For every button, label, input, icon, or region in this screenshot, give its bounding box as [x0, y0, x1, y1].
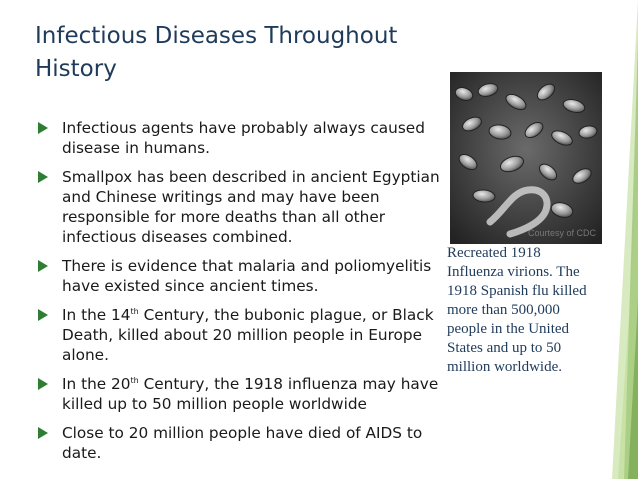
arrow-bullet-icon	[38, 260, 48, 272]
arrow-bullet-icon	[38, 427, 48, 439]
arrow-bullet-icon	[38, 171, 48, 183]
bullet-item	[38, 374, 443, 414]
arrow-bullet-icon	[38, 122, 48, 134]
bullet-item	[38, 167, 443, 247]
bullet-text: Smallpox has been described in ancient Egyptian and Chinese writings and may have been responsible for more deaths than all other infectious diseases combined.	[62, 168, 440, 246]
slide-title: Infectious Diseases Throughout History	[35, 23, 398, 82]
bullet-item	[38, 256, 443, 296]
bullet-text-part: Century, the 1918 influenza may have killed up to 50 million people worldwide	[62, 375, 439, 413]
bullet-item	[38, 118, 443, 158]
ordinal-suffix: th	[130, 375, 139, 385]
bullet-text-part: Century, the bubonic plague, or Black Death, killed about 20 million people in Europe alone.	[62, 306, 434, 364]
ordinal-suffix: th	[130, 306, 139, 316]
bullet-item	[38, 423, 443, 463]
bullet-text: Infectious agents have probably always caused disease in humans.	[62, 119, 425, 157]
bullet-text-part: In the 20	[62, 375, 131, 393]
bullet-item	[38, 305, 443, 365]
photo-caption: Recreated 1918 Influenza virions. The 1918 Spanish flu killed more than 500,000 people in the United States and up to 50 million worldwide.	[447, 245, 587, 375]
virion-photo	[450, 72, 602, 244]
arrow-bullet-icon	[38, 309, 48, 321]
arrow-bullet-icon	[38, 378, 48, 390]
bullet-text	[62, 375, 438, 413]
bullet-text: Close to 20 million people have died of AIDS to date.	[62, 424, 423, 462]
bullet-list	[38, 118, 443, 472]
bullet-text: There is evidence that malaria and poliomyelitis have existed since ancient times.	[62, 257, 432, 295]
bullet-text	[62, 306, 434, 364]
bullet-text-part: In the 14	[62, 306, 131, 324]
influenza-virion-micrograph-icon	[450, 72, 602, 244]
decorative-green-triangles	[598, 0, 638, 479]
photo-credit: Courtesy of CDC	[527, 228, 596, 238]
